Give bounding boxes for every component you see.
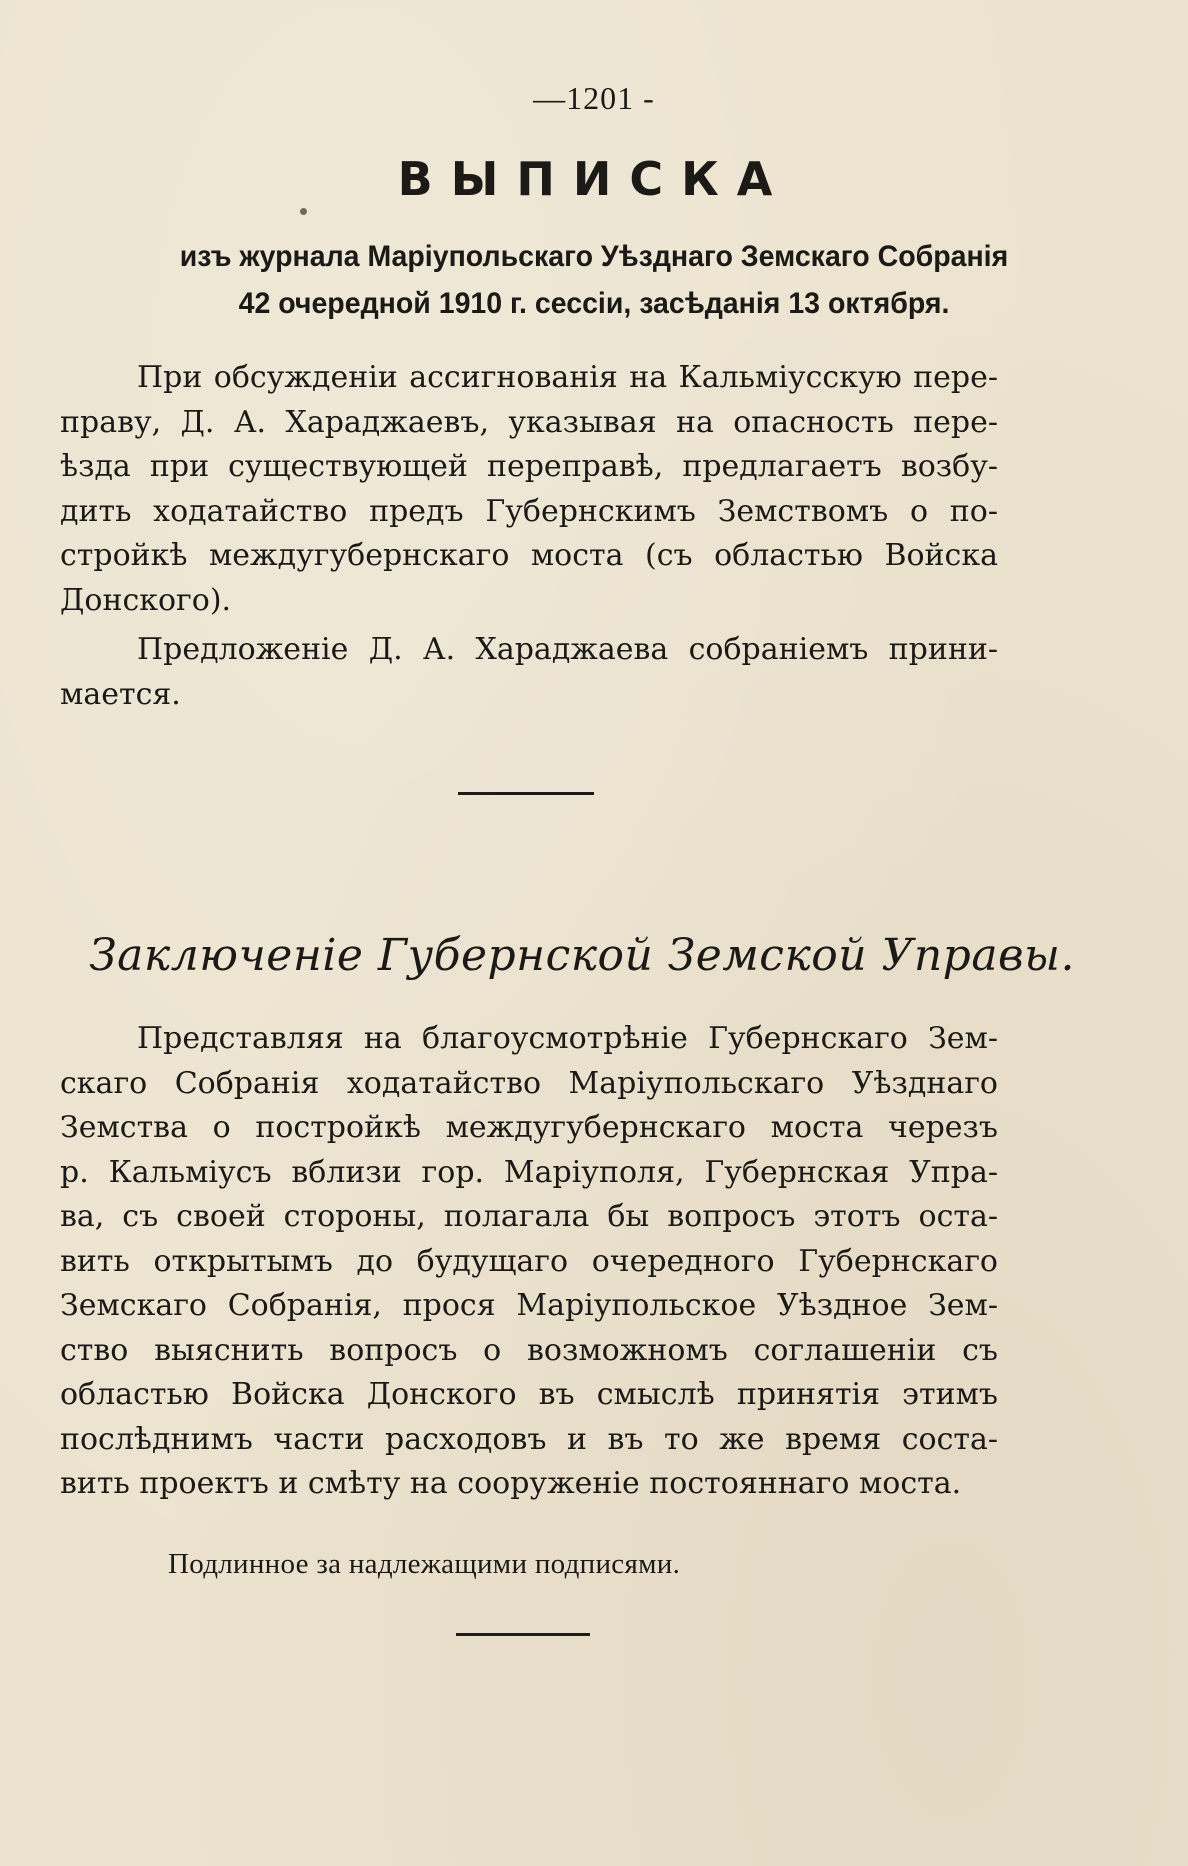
text-line: При обсужденіи ассигнованія на Кальміусскую пере- [137, 360, 998, 395]
subtitle-line-1: изъ журнала Маріупольскаго Уѣзднаго Земскаго Собранія [179, 240, 1009, 273]
text-line: Представляя на благоусмотрѣніе Губернскаго Зем- [137, 1021, 998, 1056]
paragraph-decision [60, 628, 998, 717]
closing-divider [456, 1633, 590, 1636]
text-line: Предложеніе Д. А. Хараджаева собраніемъ прини- [137, 632, 998, 667]
text-line: дить ходатайство предъ Губернскимъ Земствомъ о по- [60, 493, 998, 529]
page-number: —1201 - [533, 80, 655, 116]
paragraph-conclusion [60, 1017, 998, 1507]
text-line: Земскаго Собранія, прося Маріупольское Уѣздное Зем- [60, 1288, 998, 1323]
text-line: мается. [60, 676, 181, 712]
text-line: послѣднимъ части расходовъ и въ то же время соста- [60, 1421, 998, 1457]
subtitle-line-2: 42 очередной 1910 г. сессіи, засѣданія 13 октября. [238, 287, 950, 320]
document-title: ВЫПИСКА [397, 152, 791, 206]
paragraph-discussion [60, 356, 998, 623]
text-line: Донского). [60, 582, 232, 618]
text-line: вить проектъ и смѣту на сооруженіе постояннаго моста. [60, 1466, 962, 1501]
text-line: р. Кальміусъ вблизи гор. Маріуполя, Губернская Упра- [60, 1154, 998, 1190]
text-line: областью Войска Донского въ смыслѣ принятія этимъ [60, 1377, 998, 1412]
text-line: ѣзда при существующей переправѣ, предлагаетъ возбу- [60, 449, 998, 484]
text-line: ва, съ своей стороны, полагала бы вопросъ этотъ оста- [60, 1199, 998, 1234]
section-heading: Заключеніе Губернской Земской Управы. [89, 930, 1075, 981]
signature-note: Подлинное за надлежащими подписями. [168, 1548, 681, 1580]
text-line: Земства о постройкѣ междугубернскаго моста черезъ [60, 1110, 998, 1145]
text-line: скаго Собранія ходатайство Маріупольскаго Уѣзднаго [60, 1065, 998, 1101]
text-line: стройкѣ междугубернскаго моста (съ областью Войска [60, 538, 998, 573]
text-line: праву, Д. А. Хараджаевъ, указывая на опасность пере- [60, 404, 998, 440]
ink-speck [300, 208, 307, 215]
text-line: ство выяснить вопросъ о возможномъ соглашеніи съ [60, 1332, 998, 1368]
section-divider [458, 792, 594, 795]
text-line: вить открытымъ до будущаго очередного Губернскаго [60, 1243, 998, 1279]
